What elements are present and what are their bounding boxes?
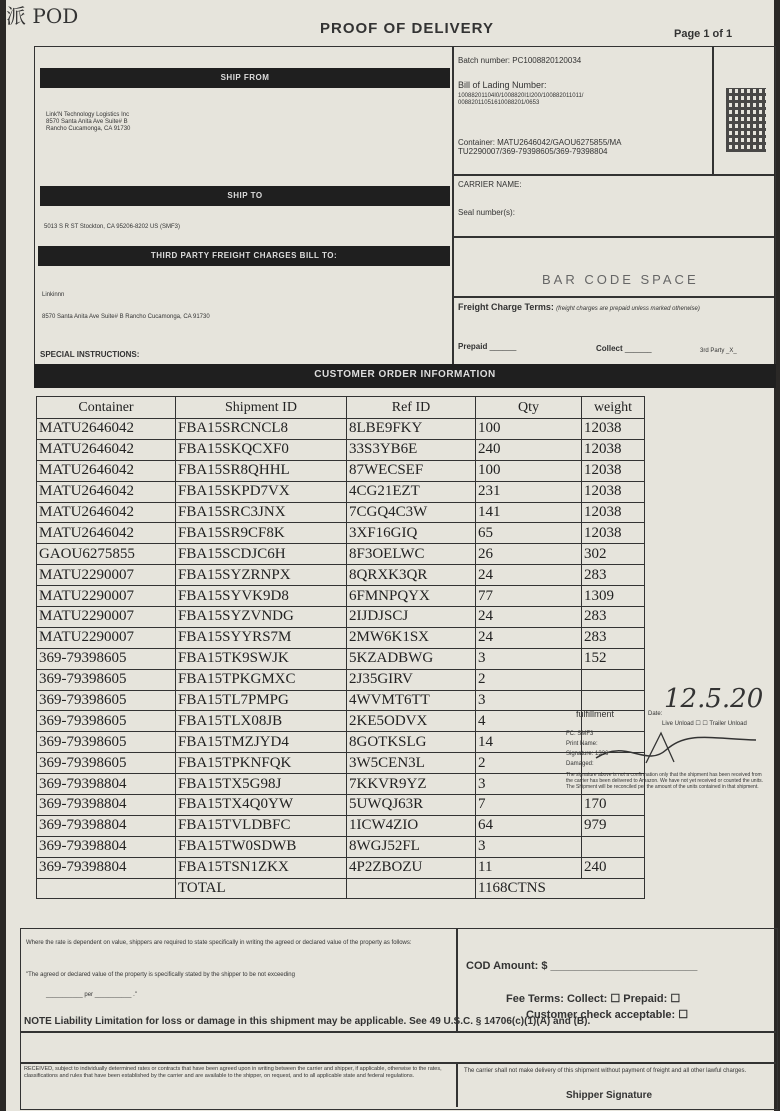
table-row [37,481,645,502]
table-cell: 369-79398605 [37,669,176,690]
table-cell: GAOU6275855 [37,544,176,565]
table-cell: TOTAL [176,878,347,899]
table-cell: 283 [582,627,645,648]
table-cell: 65 [476,523,582,544]
delivery-stamp: fulfillment Date: Live Unload ☐ ☐ Trailer Unload FC: SMF3 Print Name: Signature: 1336 Damaged: The signature above is not a confirmation only that the shipment has been received from the carrier has been delivered to Amazon. We have not yet received or counted the units. The Shipment will be reconciled per the amount of the units contained in that shipment. [566,700,772,804]
customer-order-bar: CUSTOMER ORDER INFORMATION [34,364,776,388]
table-cell: FBA15SKQCXF0 [176,439,347,460]
table-row [37,753,645,774]
special-instructions-label: SPECIAL INSTRUCTIONS: [40,350,140,359]
divider [453,236,774,238]
container-info: Container: MATU2646042/GAOU6275855/MA TU2290007/369-79398605/369-79398804 [458,138,622,156]
table-cell: 2MW6K1SX [347,627,476,648]
qr-code [726,88,766,152]
table-cell: 2KE5ODVX [347,711,476,732]
table-row [37,502,645,523]
table-cell: MATU2290007 [37,607,176,628]
table-cell: 8WGJ52FL [347,836,476,857]
table-cell [347,878,476,899]
table-cell: MATU2646042 [37,419,176,440]
freight-terms: Freight Charge Terms: (freight charges are prepaid unless marked otherwise) [458,302,700,312]
table-cell [37,878,176,899]
table-row [37,857,645,878]
table-row [37,419,645,440]
table-cell: FBA15TX4Q0YW [176,795,347,816]
table-cell: 12038 [582,439,645,460]
table-cell: 8LBE9FKY [347,419,476,440]
table-row [37,460,645,481]
divider [20,1031,776,1033]
third-party-option: 3rd Party _X_ [700,348,737,354]
table-cell: 24 [476,627,582,648]
column-header: Container [37,397,176,419]
table-cell: FBA15TX5G98J [176,774,347,795]
table-cell: 12038 [582,481,645,502]
table-cell: 240 [582,857,645,878]
table-cell: MATU2290007 [37,627,176,648]
table-cell: 231 [476,481,582,502]
per-line: ___________ per ___________ ." [46,992,137,998]
table-cell: 369-79398804 [37,774,176,795]
divider [453,296,774,298]
table-cell: 12038 [582,523,645,544]
table-cell: 302 [582,544,645,565]
table-cell: FBA15TL7PMPG [176,690,347,711]
table-cell: FBA15SCDJC6H [176,544,347,565]
carrier-name-label: CARRIER NAME: [458,180,522,189]
table-cell: 2J35GIRV [347,669,476,690]
table-cell: FBA15SRC3JNX [176,502,347,523]
table-cell: FBA15SKPD7VX [176,481,347,502]
table-cell: FBA15TSN1ZKX [176,857,347,878]
prepaid-option: Prepaid ______ [458,342,517,351]
table-cell: 369-79398605 [37,753,176,774]
bar-code-space: BAR CODE SPACE [542,272,699,287]
table-cell: 100 [476,460,582,481]
batch-number: Batch number: PC1008820120034 [458,56,582,65]
table-cell: 369-79398804 [37,836,176,857]
table-row [37,711,645,732]
page-title: PROOF OF DELIVERY [320,20,494,37]
ship-to-address: 5013 S R ST Stockton, CA 95206-8202 US (SMF3) [44,224,180,230]
table-cell: 369-79398605 [37,732,176,753]
table-cell: 4P2ZBOZU [347,857,476,878]
table-cell: 87WECSEF [347,460,476,481]
table-cell: 4CG21EZT [347,481,476,502]
table-cell: MATU2646042 [37,439,176,460]
table-cell: 100 [476,419,582,440]
table-cell: 3XF16GIQ [347,523,476,544]
table-cell: 3 [476,690,582,711]
table-cell: 3 [476,648,582,669]
table-cell: 7KKVR9YZ [347,774,476,795]
table-cell: FBA15SR9CF8K [176,523,347,544]
page-number: Page 1 of 1 [674,28,733,40]
table-cell: 8QRXK3QR [347,565,476,586]
customer-check: Customer check acceptable: ☐ [526,1009,689,1021]
table-cell: MATU2646042 [37,502,176,523]
table-cell: 170 [582,795,645,816]
cod-amount: COD Amount: $ ________________________ [466,960,698,972]
divider [453,174,774,176]
carrier-note: The carrier shall not make delivery of this shipment without payment of freight and all other lawful charges. [464,1068,747,1074]
table-cell: 8GOTKSLG [347,732,476,753]
seal-numbers-label: Seal number(s): [458,208,515,217]
table-cell: FBA15SYYRS7M [176,627,347,648]
table-cell: 369-79398804 [37,857,176,878]
table-cell: 24 [476,565,582,586]
table-row [37,439,645,460]
table-cell: FBA15SR8QHHL [176,460,347,481]
third-party-bar: THIRD PARTY FREIGHT CHARGES BILL TO: [38,246,450,266]
table-cell: 141 [476,502,582,523]
table-cell: FBA15SYZRNPX [176,565,347,586]
table-cell: 77 [476,586,582,607]
table-cell: 2 [476,669,582,690]
table-cell: 2IJDJSCJ [347,607,476,628]
table-cell: FBA15SYZVNDG [176,607,347,628]
table-row [37,774,645,795]
table-cell: FBA15TMZJYD4 [176,732,347,753]
column-header: weight [582,397,645,419]
table-cell [582,836,645,857]
bill-of-lading-value: 10088201104I0/1008820I1I200/100882011011/ 00882011051610088201/0653 [458,93,584,106]
ship-from-bar: SHIP FROM [40,68,450,88]
table-header [37,397,645,419]
table-cell: FBA15SYVK9D8 [176,586,347,607]
third-party-address: 8570 Santa Anita Ave Suite# B Rancho Cucamonga, CA 91730 [42,314,210,320]
table-cell: 3W5CEN3L [347,753,476,774]
table-row [37,627,645,648]
table-row [37,669,645,690]
table-cell: 369-79398605 [37,711,176,732]
table-cell: 8F3OELWC [347,544,476,565]
pod-document [6,0,774,1111]
table-cell: 369-79398605 [37,690,176,711]
received-note: RECEIVED, subject to individually determined rates or contracts that have been agreed upon in writing between the carrier and shipper, if applicable, otherwise to the rates, classifications and rules that have been established by the carrier and are available to the shipper, on request, and to all applicable state and federal regulations. [24,1066,442,1079]
table-row [37,648,645,669]
table-row [37,544,645,565]
ship-from-address: Link'N Technology Logistics Inc 8570 Santa Anita Ave Suite# B Rancho Cucamonga, CA 91730 [46,112,131,132]
bill-of-lading-label: Bill of Lading Number: [458,80,547,90]
table-cell: 14 [476,732,582,753]
table-cell: 2 [476,753,582,774]
table-cell: 3 [476,836,582,857]
table-cell: MATU2290007 [37,565,176,586]
table-cell: 12038 [582,419,645,440]
table-cell: 33S3YB6E [347,439,476,460]
table-row [37,607,645,628]
table-cell: 369-79398605 [37,648,176,669]
table-cell: 64 [476,815,582,836]
table-row [37,565,645,586]
table-cell: 240 [476,439,582,460]
column-header: Shipment ID [176,397,347,419]
table-cell: MATU2646042 [37,523,176,544]
signature-scribble [586,728,766,768]
column-header: Ref ID [347,397,476,419]
table-cell: 152 [582,648,645,669]
table-cell: 3 [476,774,582,795]
table-cell: 1168CTNS [476,878,645,899]
shipper-signature: Shipper Signature [566,1090,653,1101]
table-cell: 369-79398804 [37,795,176,816]
collect-option: Collect ______ [596,344,652,353]
table-cell: FBA15TK9SWJK [176,648,347,669]
header-label: 派 POD [6,4,79,28]
table-cell: FBA15TVLDBFC [176,815,347,836]
table-cell: 12038 [582,502,645,523]
table-cell: 26 [476,544,582,565]
table-cell: 1309 [582,586,645,607]
order-table [36,396,645,899]
table-cell: 12038 [582,460,645,481]
total-row [37,878,645,899]
table-cell: FBA15SRCNCL8 [176,419,347,440]
table-cell: 979 [582,815,645,836]
ship-to-bar: SHIP TO [40,186,450,206]
table-cell: MATU2290007 [37,586,176,607]
table-cell: 7CGQ4C3W [347,502,476,523]
agreed-value-note: "The agreed or declared value of the property is specifically stated by the shipper to be not exceeding [26,972,295,978]
table-cell: 4WVMT6TT [347,690,476,711]
table-row [37,690,645,711]
fee-terms: Fee Terms: Collect: ☐ Prepaid: ☐ [506,993,681,1005]
table-cell: 369-79398804 [37,815,176,836]
divider [712,47,714,175]
table-row [37,586,645,607]
table-cell: MATU2646042 [37,481,176,502]
table-row [37,732,645,753]
column-header: Qty [476,397,582,419]
table-cell: MATU2646042 [37,460,176,481]
table-cell: 4 [476,711,582,732]
table-cell: 11 [476,857,582,878]
table-cell: 1ICW4ZIO [347,815,476,836]
table-row [37,523,645,544]
table-cell: 5KZADBWG [347,648,476,669]
table-cell [582,669,645,690]
table-cell: 7 [476,795,582,816]
divider [456,1063,458,1107]
table-cell: FBA15TPKNFQK [176,753,347,774]
table-row [37,795,645,816]
divider [20,1062,776,1064]
table-cell: FBA15TPKGMXC [176,669,347,690]
table-cell: FBA15TW0SDWB [176,836,347,857]
table-row [37,815,645,836]
table-cell: 6FMNPQYX [347,586,476,607]
third-party-name: Linkinnn [42,292,65,298]
declared-value-note: Where the rate is dependent on value, shippers are required to state specifically in writing the agreed or declared value of the property as follows: [26,940,412,946]
table-cell: 283 [582,565,645,586]
liability-note: NOTE Liability Limitation for loss or damage in this shipment may be applicable. See 49 U.S.C. § 14706(c)(1)(A) and (B). [24,1016,591,1027]
table-cell: 24 [476,607,582,628]
table-cell: FBA15TLX08JB [176,711,347,732]
handwritten-date: 12.5.20 [664,684,764,714]
divider [452,47,454,365]
table-cell: 5UWQJ63R [347,795,476,816]
table-cell: 283 [582,607,645,628]
table-row [37,836,645,857]
